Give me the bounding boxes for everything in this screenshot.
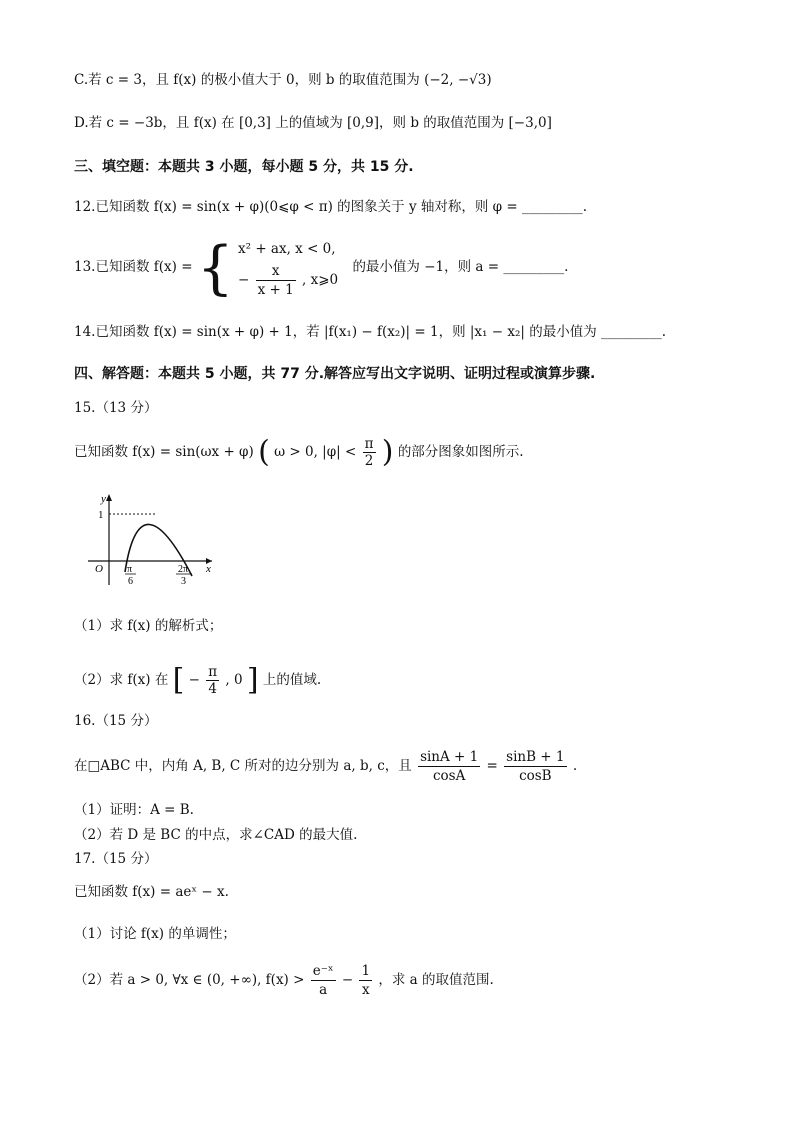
q17-stem: 已知函数 f(x) = aeˣ − x. <box>74 884 229 900</box>
q17-part2-suffix: ，求 a 的取值范围. <box>378 972 494 988</box>
interval-num: π <box>208 664 218 680</box>
q16-rhs-fraction <box>504 748 566 785</box>
q15-stem-prefix: 已知函数 f(x) = sin(ωx + φ) <box>74 444 254 460</box>
q17-part2-prefix: （2）若 a > 0, ∀x ∈ (0, +∞), f(x) > <box>74 972 305 988</box>
option-c: C.若 c = 3，且 f(x) 的极小值大于 0，则 b 的取值范围为 (−2, −√3) <box>74 72 492 88</box>
tick-x1-num: π <box>127 564 133 575</box>
piecewise-cases <box>238 236 338 299</box>
q15-cond-den: 2 <box>364 453 374 469</box>
q16-stem <box>74 748 577 785</box>
interval-right: , 0 <box>225 672 243 688</box>
interval-den: 4 <box>208 681 217 697</box>
question-14: 14.已知函数 f(x) = sin(x + φ) + 1，若 |f(x₁) − f(x₂)| = 1，则 |x₁ − x₂| 的最小值为 _________. <box>74 324 667 340</box>
x-label: x <box>206 563 211 575</box>
q16-rhs-den: cosB <box>519 768 552 784</box>
q16-lhs-den: cosA <box>432 768 466 784</box>
q15-part1: （1）求 f(x) 的解析式； <box>74 618 223 634</box>
origin-label: O <box>95 563 103 575</box>
q16-header: 16.（15 分） <box>74 713 158 729</box>
tick-x2-den: 3 <box>181 576 186 587</box>
y-label: y <box>101 493 106 505</box>
q17-frac2 <box>359 962 372 999</box>
section4-title: 四、解答题：本题共 5 小题，共 77 分.解答应写出文字说明、证明过程或演算步骤. <box>74 366 596 382</box>
tick-x1-den: 6 <box>128 576 133 587</box>
q15-cond-open-paren: ( <box>258 434 270 470</box>
interval-close-bracket: ] <box>246 662 259 698</box>
q13-prefix: 13.已知函数 f(x) = <box>74 259 193 275</box>
q13-case2-den: x + 1 <box>257 282 294 298</box>
interval-fraction <box>206 664 219 697</box>
q13-case2-num: x <box>256 262 296 281</box>
q15-cond-close-paren: ) <box>381 434 394 470</box>
piecewise-brace: { <box>196 233 234 302</box>
q15-header: 15.（13 分） <box>74 400 158 416</box>
q17-frac1-num: e⁻ˣ <box>312 963 334 979</box>
q16-part1: （1）证明：A = B. <box>74 802 194 818</box>
q17-header: 17.（15 分） <box>74 851 158 867</box>
y-axis-arrow <box>106 494 112 501</box>
section3-title: 三、填空题：本题共 3 小题，每小题 5 分，共 15 分. <box>74 159 414 175</box>
q15-part2-suffix: 上的值域. <box>262 672 322 688</box>
q16-rhs-num: sinB + 1 <box>506 749 565 765</box>
option-d: D.若 c = −3b，且 f(x) 在 [0,3] 上的值域为 [0,9]，则 b 的取值范围为 [−3,0] <box>74 115 552 131</box>
q16-equals: = <box>486 758 498 774</box>
q17-minus: − <box>341 972 354 988</box>
q15-sine-graph <box>82 490 222 590</box>
q17-part2 <box>74 962 494 999</box>
interval-sign: − <box>188 672 200 688</box>
question-12: 12.已知函数 f(x) = sin(x + φ)(0⩽φ < π) 的图象关于 y 轴对称，则 φ = _________. <box>74 199 588 215</box>
q17-frac1-den: a <box>319 982 328 998</box>
q16-end: . <box>572 758 578 774</box>
q13-case1: x² + ax, x < 0, <box>238 241 336 257</box>
q15-cond-num: π <box>364 436 374 452</box>
q13-case2-cond: , x⩾0 <box>302 272 339 288</box>
q15-cond-fraction <box>363 436 376 469</box>
q16-stem-prefix: 在□ABC 中，内角 A, B, C 所对的边分别为 a, b, c，且 <box>74 758 412 774</box>
q15-part2-prefix: （2）求 f(x) 在 <box>74 672 169 688</box>
q13-case2-fraction <box>256 262 296 299</box>
q15-part2 <box>74 664 321 697</box>
q17-frac2-num: 1 <box>361 963 371 979</box>
q17-frac1 <box>311 962 336 999</box>
q17-frac2-den: x <box>361 982 370 998</box>
q13-case2-sign: − <box>238 272 250 288</box>
q15-stem-suffix: 的部分图象如图所示. <box>397 444 524 460</box>
question-13 <box>74 233 569 302</box>
q13-suffix: 的最小值为 −1，则 a = _________. <box>352 259 569 275</box>
q15-cond: ω > 0, |φ| < <box>274 444 357 460</box>
q17-part1: （1）讨论 f(x) 的单调性； <box>74 926 236 942</box>
q15-stem <box>74 436 524 469</box>
tick-y-1: 1 <box>98 509 104 521</box>
q16-part2: （2）若 D 是 BC 的中点，求∠CAD 的最大值. <box>74 827 358 843</box>
interval-open-bracket: [ <box>172 662 185 698</box>
tick-x2-num: 2π <box>178 564 189 575</box>
q16-lhs-num: sinA + 1 <box>420 749 479 765</box>
q16-lhs-fraction <box>418 748 480 785</box>
